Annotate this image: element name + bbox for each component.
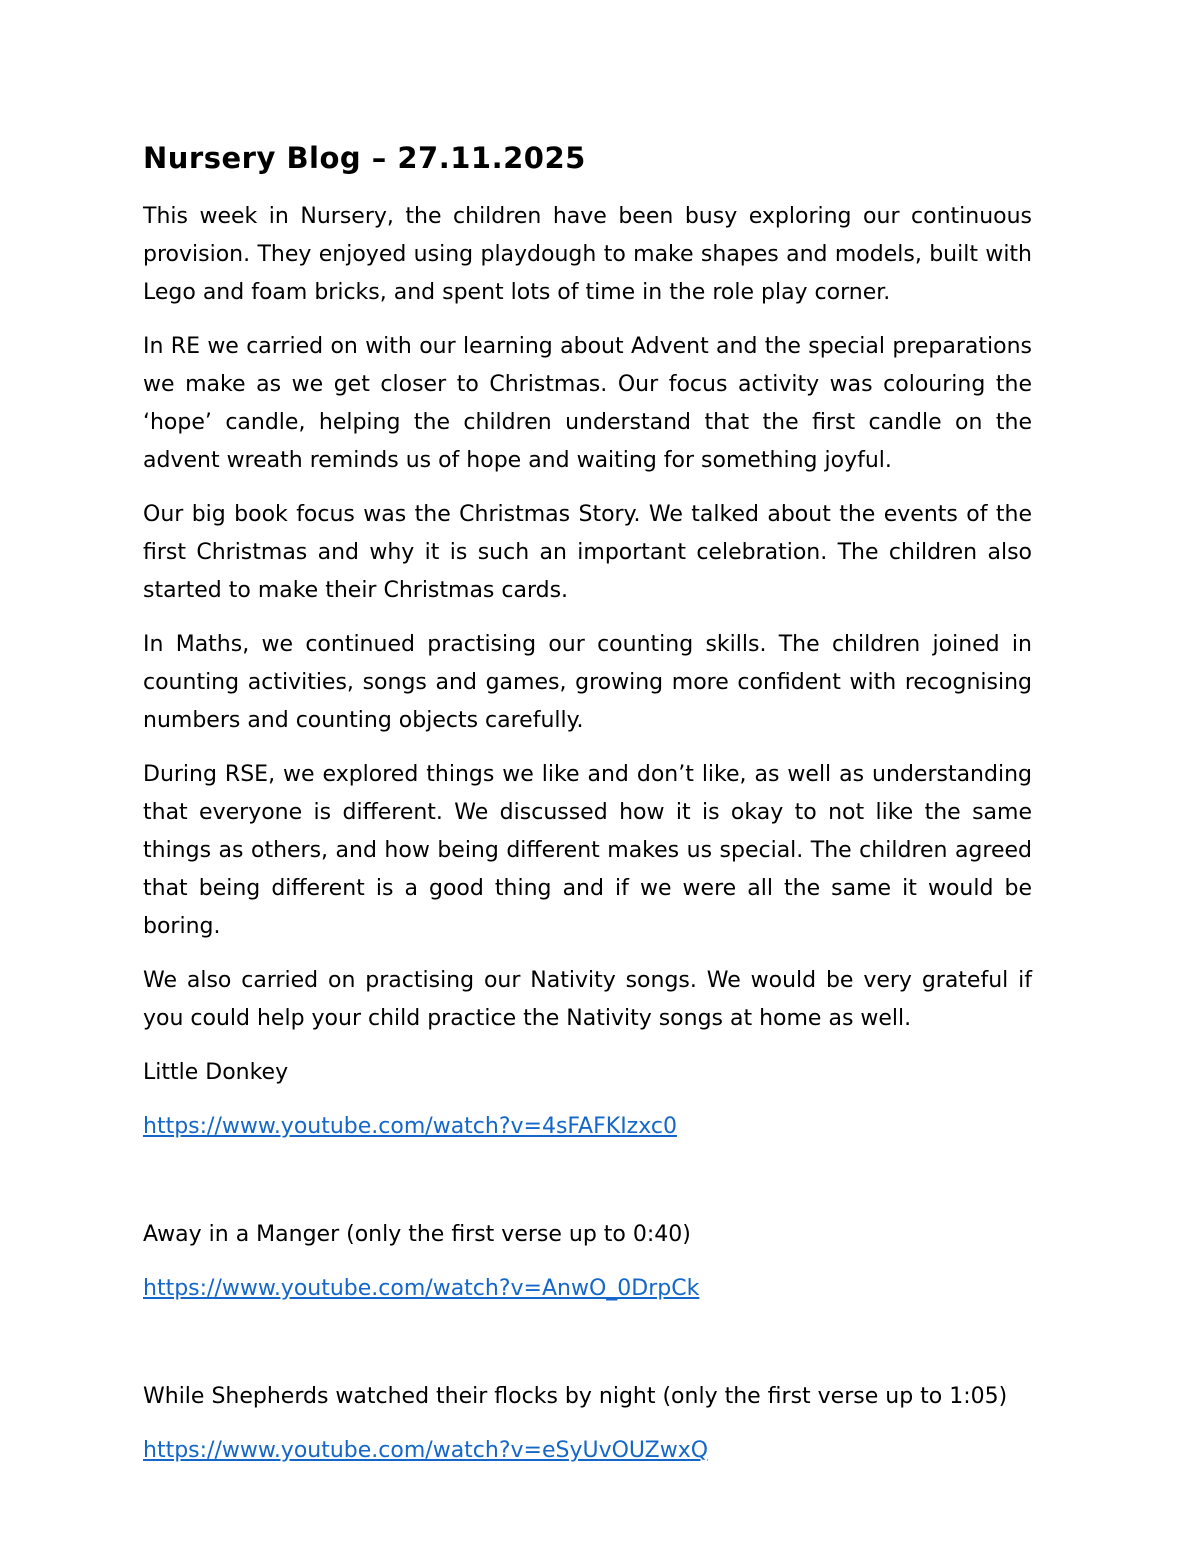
song-title: While Shepherds watched their flocks by night (only the first verse up to 1:05) bbox=[143, 1384, 1008, 1410]
song-link-row bbox=[143, 1108, 1032, 1146]
paragraph-rse: During RSE, we explored things we like and don’t like, as well as understanding that everyone is different. We discussed how it is okay to not like the same things as others, and how being different makes us special. The children agreed that being different is a good thing and if we were all the same it would be boring. bbox=[143, 762, 1032, 940]
song-block-while-shepherds bbox=[143, 1378, 1032, 1470]
paragraph-re-advent: In RE we carried on with our learning about Advent and the special preparations we make as we get closer to Christmas. Our focus activity was colouring the ‘hope’ candle, helping the children understand that the first candle on the advent wreath reminds us of hope and waiting for something joyful. bbox=[143, 334, 1032, 474]
spacer bbox=[143, 1162, 1032, 1216]
song-title: Away in a Manger (only the first verse up to 0:40) bbox=[143, 1222, 691, 1248]
youtube-link-away-in-a-manger[interactable]: https://www.youtube.com/watch?v=AnwO_0DrpCk bbox=[143, 1276, 700, 1302]
youtube-link-little-donkey[interactable]: https://www.youtube.com/watch?v=4sFAFKIzxc0 bbox=[143, 1114, 677, 1140]
song-link-row bbox=[143, 1270, 1032, 1308]
song-block-little-donkey bbox=[143, 1054, 1032, 1146]
youtube-link-while-shepherds[interactable]: https://www.youtube.com/watch?v=eSyUvOUZwxQ bbox=[143, 1438, 709, 1464]
spacer bbox=[143, 1324, 1032, 1378]
paragraph-maths: In Maths, we continued practising our counting skills. The children joined in counting activities, songs and games, growing more confident with recognising numbers and counting objects carefully. bbox=[143, 632, 1032, 734]
paragraph-nativity-songs: We also carried on practising our Nativity songs. We would be very grateful if you could help your child practice the Nativity songs at home as well. bbox=[143, 968, 1032, 1032]
paragraph-continuous-provision: This week in Nursery, the children have been busy exploring our continuous provision. They enjoyed using playdough to make shapes and models, built with Lego and foam bricks, and spent lots of time in the role play corner. bbox=[143, 204, 1032, 306]
song-link-row bbox=[143, 1432, 1032, 1470]
paragraph-big-book: Our big book focus was the Christmas Story. We talked about the events of the first Christmas and why it is such an important celebration. The children also started to make their Christmas cards. bbox=[143, 502, 1032, 604]
song-block-away-in-a-manger bbox=[143, 1216, 1032, 1308]
page-title: Nursery Blog – 27.11.2025 bbox=[143, 141, 586, 175]
song-title: Little Donkey bbox=[143, 1060, 289, 1086]
